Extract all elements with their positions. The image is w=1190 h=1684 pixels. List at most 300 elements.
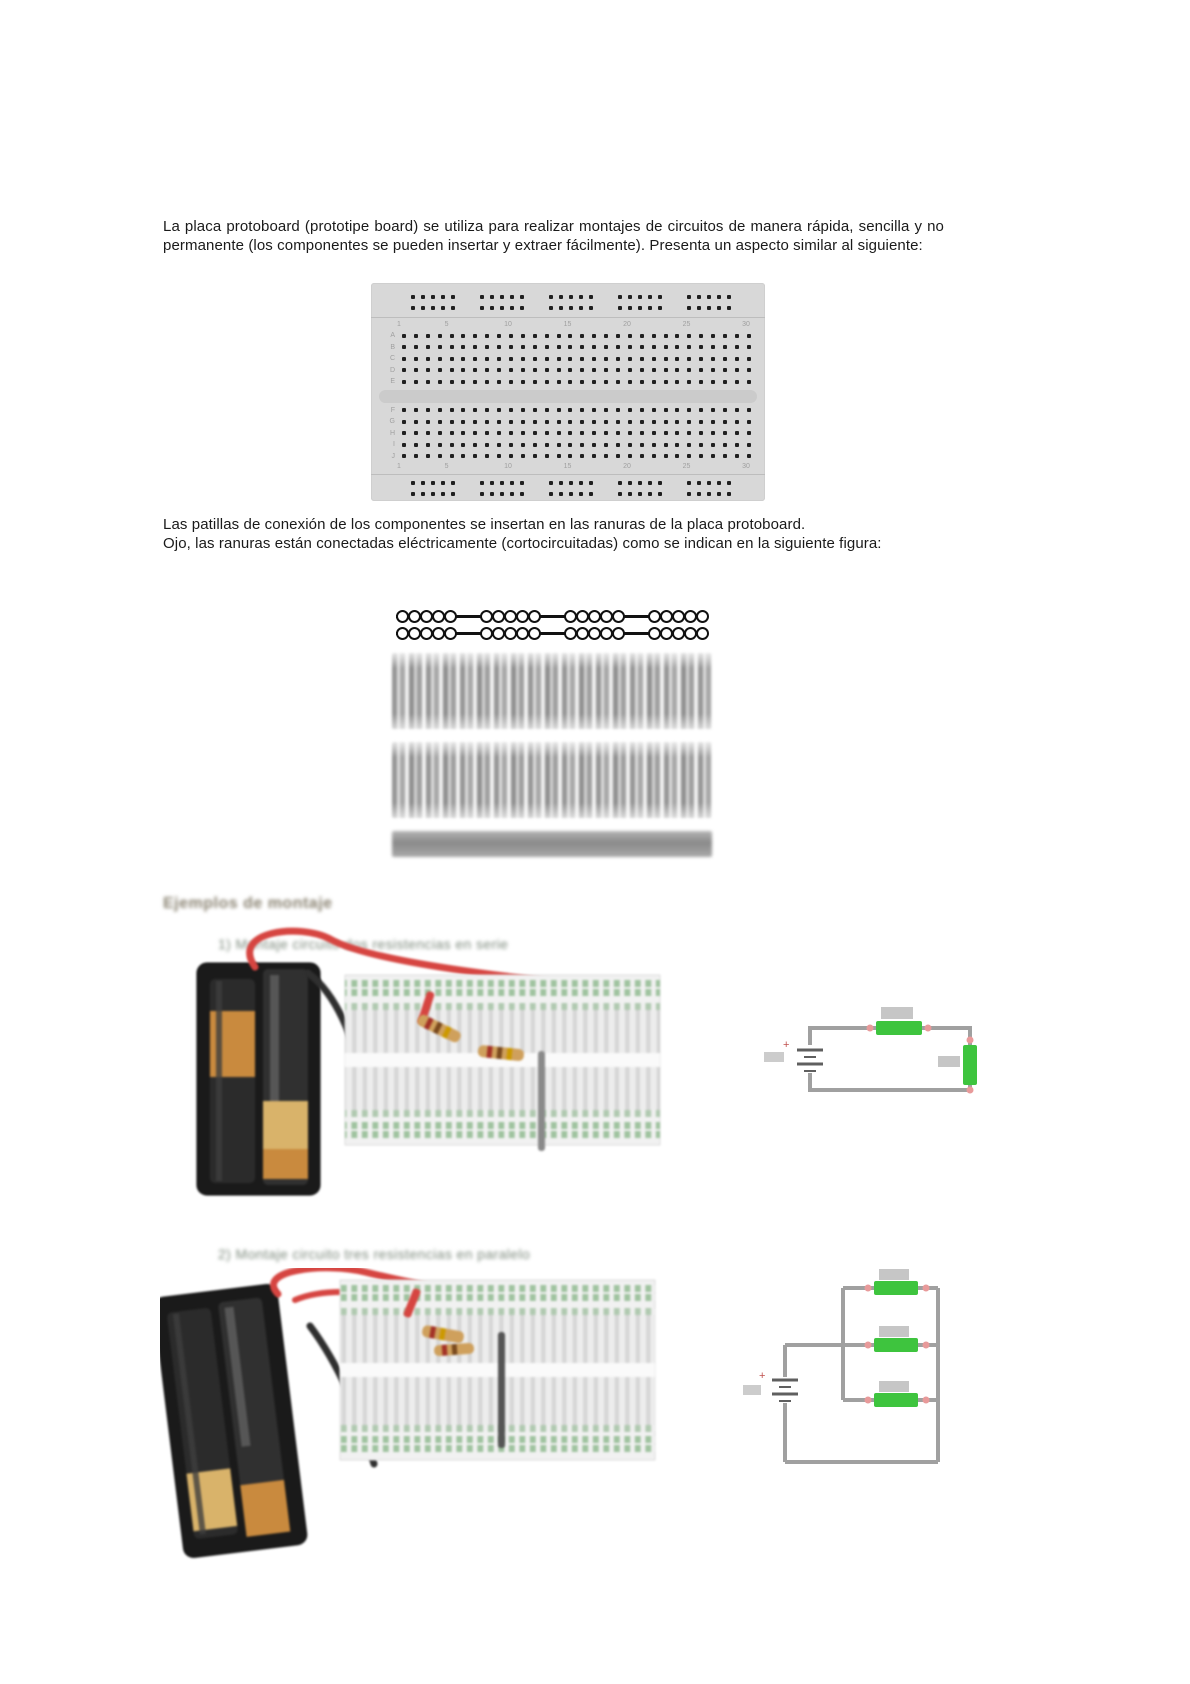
breadboard-hole <box>485 408 489 412</box>
breadboard-cell <box>612 345 624 349</box>
breadboard-cell <box>576 368 588 372</box>
breadboard-hole <box>421 481 425 485</box>
breadboard-cell <box>671 431 683 435</box>
breadboard-hole <box>604 357 608 361</box>
breadboard-hole <box>687 492 691 496</box>
breadboard-hole <box>438 334 442 338</box>
breadboard-hole <box>521 380 525 384</box>
breadboard-hole <box>480 492 484 496</box>
rail-connection-chains <box>392 609 712 641</box>
breadboard-hole <box>461 431 465 435</box>
breadboard-cell <box>743 368 755 372</box>
breadboard-cell <box>576 380 588 384</box>
breadboard-hole <box>485 368 489 372</box>
breadboard-cell <box>481 420 493 424</box>
breadboard-cell <box>481 334 493 338</box>
breadboard-row <box>371 451 765 463</box>
breadboard-hole <box>450 345 454 349</box>
breadboard-cell <box>707 420 719 424</box>
breadboard-cell <box>446 454 458 458</box>
breadboard-cell <box>398 357 410 361</box>
column-number: 15 <box>563 321 572 328</box>
connection-node <box>612 610 625 623</box>
breadboard-hole <box>640 408 644 412</box>
breadboard-hole <box>485 454 489 458</box>
breadboard-cell <box>719 380 731 384</box>
breadboard-hole <box>414 380 418 384</box>
breadboard-cell <box>410 408 422 412</box>
breadboard-cell <box>529 334 541 338</box>
breadboard-hole <box>485 334 489 338</box>
connection-node <box>612 627 625 640</box>
breadboard-cell <box>731 408 743 412</box>
breadboard-hole <box>426 380 430 384</box>
breadboard-hole <box>557 380 561 384</box>
connection-node <box>696 627 709 640</box>
breadboard-hole <box>533 345 537 349</box>
connection-node-group <box>648 610 708 623</box>
breadboard-hole <box>521 334 525 338</box>
breadboard-hole <box>441 492 445 496</box>
breadboard-hole <box>616 408 620 412</box>
breadboard-cell <box>493 334 505 338</box>
breadboard-hole <box>675 380 679 384</box>
breadboard-cell <box>719 454 731 458</box>
breadboard-hole <box>604 443 608 447</box>
breadboard-cell <box>553 431 565 435</box>
breadboard-hole <box>747 368 751 372</box>
breadboard-hole <box>450 420 454 424</box>
breadboard-cell <box>683 454 695 458</box>
breadboard-cell <box>422 380 434 384</box>
breadboard-hole <box>648 492 652 496</box>
breadboard-cell <box>541 368 553 372</box>
breadboard-hole <box>604 431 608 435</box>
power-rail-row <box>411 488 731 499</box>
breadboard-cell <box>434 357 446 361</box>
breadboard-row <box>371 376 765 388</box>
breadboard-hole <box>441 295 445 299</box>
breadboard-hole <box>411 481 415 485</box>
column-number: 1 <box>397 321 401 328</box>
breadboard-cell <box>493 443 505 447</box>
breadboard-figure <box>371 283 765 501</box>
breadboard-row <box>371 428 765 440</box>
breadboard-cell <box>422 345 434 349</box>
breadboard-cell <box>541 454 553 458</box>
breadboard-cell <box>434 443 446 447</box>
breadboard-hole <box>545 345 549 349</box>
breadboard-hole <box>723 420 727 424</box>
breadboard-cell <box>410 420 422 424</box>
breadboard-hole <box>580 431 584 435</box>
breadboard-cell <box>576 420 588 424</box>
breadboard-hole <box>568 334 572 338</box>
breadboard-hole <box>549 306 553 310</box>
breadboard-hole <box>509 408 513 412</box>
breadboard-cell <box>683 357 695 361</box>
breadboard-hole <box>747 345 751 349</box>
breadboard-hole <box>616 334 620 338</box>
breadboard-hole <box>699 357 703 361</box>
breadboard-cell <box>529 380 541 384</box>
breadboard-cell <box>671 420 683 424</box>
breadboard-hole <box>604 380 608 384</box>
breadboard-hole <box>402 454 406 458</box>
breadboard-cell <box>600 345 612 349</box>
breadboard-hole <box>628 454 632 458</box>
breadboard-hole <box>699 334 703 338</box>
breadboard-hole <box>723 345 727 349</box>
connection-node-group <box>480 610 540 623</box>
breadboard-hole <box>557 345 561 349</box>
breadboard-cell <box>648 420 660 424</box>
breadboard-cell <box>588 368 600 372</box>
breadboard-hole <box>490 306 494 310</box>
breadboard-cell <box>648 357 660 361</box>
breadboard-hole <box>473 334 477 338</box>
breadboard-cell <box>636 431 648 435</box>
breadboard-cell <box>457 454 469 458</box>
breadboard-hole <box>521 345 525 349</box>
power-rail-row <box>411 477 731 488</box>
breadboard-cell <box>398 454 410 458</box>
breadboard-hole <box>640 357 644 361</box>
breadboard-hole <box>568 443 572 447</box>
breadboard-hole <box>438 380 442 384</box>
breadboard-hole <box>490 481 494 485</box>
breadboard-hole <box>604 334 608 338</box>
breadboard-hole <box>545 368 549 372</box>
column-number: 5 <box>444 321 449 328</box>
breadboard-cell <box>422 443 434 447</box>
breadboard-hole <box>652 380 656 384</box>
breadboard-cell <box>517 454 529 458</box>
breadboard-hole <box>497 345 501 349</box>
breadboard-hole <box>687 380 691 384</box>
breadboard-cell <box>446 380 458 384</box>
breadboard-cell <box>719 420 731 424</box>
breadboard-cell <box>541 345 553 349</box>
breadboard-hole <box>473 443 477 447</box>
breadboard-cell <box>434 454 446 458</box>
connection-node-group <box>396 627 456 640</box>
breadboard-cell <box>469 345 481 349</box>
breadboard-hole <box>411 492 415 496</box>
breadboard-hole <box>592 357 596 361</box>
breadboard-cell <box>660 357 672 361</box>
breadboard-hole <box>568 380 572 384</box>
example-item-1: 1) Montaje circuito dos resistencias en serie <box>218 936 509 952</box>
breadboard-hole <box>473 368 477 372</box>
breadboard-hole <box>414 443 418 447</box>
breadboard-cell <box>624 334 636 338</box>
breadboard-cell <box>719 408 731 412</box>
breadboard-cell <box>457 357 469 361</box>
breadboard-hole <box>640 454 644 458</box>
breadboard-cell <box>660 454 672 458</box>
breadboard-hole <box>533 334 537 338</box>
breadboard-hole <box>438 431 442 435</box>
breadboard-cell <box>576 345 588 349</box>
breadboard-hole <box>510 306 514 310</box>
breadboard-hole <box>723 368 727 372</box>
breadboard-hole <box>461 345 465 349</box>
breadboard-hole <box>664 443 668 447</box>
breadboard-hole <box>675 334 679 338</box>
breadboard-cell <box>553 420 565 424</box>
breadboard-hole <box>697 492 701 496</box>
breadboard-hole <box>697 481 701 485</box>
breadboard-cell <box>707 431 719 435</box>
breadboard-hole <box>580 443 584 447</box>
breadboard-cell <box>660 420 672 424</box>
breadboard-hole <box>497 368 501 372</box>
breadboard-cell <box>446 420 458 424</box>
breadboard-cell <box>600 431 612 435</box>
breadboard-hole <box>533 368 537 372</box>
pins-line1: Las patillas de conexión de los componentes se insertan en las ranuras de la placa protoboard. <box>163 516 806 533</box>
column-number: 20 <box>623 463 631 470</box>
breadboard-hole <box>520 492 524 496</box>
breadboard-hole <box>589 306 593 310</box>
breadboard-hole <box>592 454 596 458</box>
breadboard-cell <box>422 454 434 458</box>
breadboard-hole <box>723 443 727 447</box>
breadboard-hole <box>717 306 721 310</box>
breadboard-cell <box>434 420 446 424</box>
breadboard-hole <box>735 380 739 384</box>
breadboard-hole <box>640 443 644 447</box>
svg-text:+: + <box>759 1370 766 1382</box>
breadboard-cell <box>624 431 636 435</box>
column-number: 25 <box>682 321 691 328</box>
breadboard-cell <box>493 431 505 435</box>
breadboard-cell <box>683 408 695 412</box>
breadboard-hole <box>473 420 477 424</box>
breadboard-hole <box>648 306 652 310</box>
breadboard-hole <box>431 492 435 496</box>
resistor-symbol <box>867 1007 932 1035</box>
column-number: 5 <box>444 463 449 470</box>
breadboard-hole <box>589 481 593 485</box>
breadboard-hole <box>658 492 662 496</box>
breadboard-cell <box>576 334 588 338</box>
rail-hole-group <box>549 306 593 310</box>
breadboard-hole <box>711 357 715 361</box>
breadboard-cell <box>648 345 660 349</box>
breadboard-hole <box>579 295 583 299</box>
breadboard-hole <box>500 481 504 485</box>
breadboard-cell <box>600 408 612 412</box>
breadboard-cell <box>660 443 672 447</box>
breadboard-hole <box>664 345 668 349</box>
rail-hole-group <box>480 481 524 485</box>
breadboard-hole <box>509 380 513 384</box>
breadboard-hole <box>402 420 406 424</box>
breadboard-cell <box>671 443 683 447</box>
breadboard-hole <box>509 357 513 361</box>
breadboard-cell <box>446 357 458 361</box>
breadboard-cell <box>422 368 434 372</box>
breadboard-cell <box>648 454 660 458</box>
breadboard-hole <box>545 334 549 338</box>
breadboard-cell <box>600 357 612 361</box>
breadboard-hole <box>557 431 561 435</box>
breadboard-hole <box>628 492 632 496</box>
breadboard-cell <box>731 431 743 435</box>
breadboard-cell <box>612 420 624 424</box>
breadboard-cell <box>743 380 755 384</box>
breadboard-hole <box>521 420 525 424</box>
breadboard-hole <box>521 431 525 435</box>
breadboard-hole <box>521 443 525 447</box>
breadboard-cell <box>398 443 410 447</box>
breadboard-hole <box>687 443 691 447</box>
breadboard-hole <box>638 306 642 310</box>
breadboard-hole <box>497 380 501 384</box>
breadboard-cell <box>517 368 529 372</box>
breadboard-cell <box>505 420 517 424</box>
breadboard-hole <box>557 334 561 338</box>
breadboard-cell <box>469 357 481 361</box>
breadboard-cell <box>707 357 719 361</box>
breadboard-cell <box>457 368 469 372</box>
breadboard-cell <box>683 420 695 424</box>
breadboard-cell <box>683 368 695 372</box>
breadboard-cell <box>422 420 434 424</box>
breadboard-hole <box>638 295 642 299</box>
breadboard-hole <box>545 420 549 424</box>
breadboard-cell <box>588 334 600 338</box>
breadboard-hole <box>431 481 435 485</box>
rail-hole-group <box>480 295 524 299</box>
breadboard-cell <box>671 408 683 412</box>
breadboard-cell <box>410 454 422 458</box>
breadboard-hole <box>711 334 715 338</box>
breadboard-cell <box>469 380 481 384</box>
breadboard-hole <box>521 368 525 372</box>
breadboard-hole <box>461 357 465 361</box>
connection-node-group <box>564 627 624 640</box>
breadboard-cell <box>636 380 648 384</box>
connection-node-group <box>396 610 456 623</box>
breadboard-hole <box>441 481 445 485</box>
battery-symbol <box>764 1039 823 1071</box>
breadboard-hole <box>568 368 572 372</box>
breadboard-cell <box>636 345 648 349</box>
breadboard-hole <box>628 481 632 485</box>
connection-rail-row <box>396 626 708 641</box>
breadboard-hole <box>664 420 668 424</box>
breadboard-hole <box>426 345 430 349</box>
breadboard-hole <box>461 380 465 384</box>
breadboard-cell <box>731 357 743 361</box>
breadboard-cell <box>636 443 648 447</box>
breadboard-hole <box>438 408 442 412</box>
breadboard-hole <box>747 443 751 447</box>
breadboard-cell <box>457 420 469 424</box>
breadboard-cell <box>576 443 588 447</box>
breadboard-cell <box>481 431 493 435</box>
breadboard-cell <box>481 454 493 458</box>
column-number: 30 <box>742 321 750 328</box>
breadboard-hole <box>711 454 715 458</box>
breadboard-cell <box>541 443 553 447</box>
breadboard-hole <box>569 481 573 485</box>
breadboard-cell <box>493 420 505 424</box>
breadboard-hole <box>402 380 406 384</box>
breadboard-hole <box>426 334 430 338</box>
breadboard-hole <box>618 295 622 299</box>
breadboard-hole <box>414 454 418 458</box>
breadboard-hole <box>510 295 514 299</box>
battery-pack <box>197 963 320 1195</box>
breadboard-cell <box>410 345 422 349</box>
breadboard-cell <box>648 334 660 338</box>
breadboard-cell <box>434 408 446 412</box>
breadboard-hole <box>707 306 711 310</box>
breadboard-hole <box>402 431 406 435</box>
breadboard-hole <box>497 454 501 458</box>
column-connections-block <box>392 742 712 818</box>
breadboard-cell <box>648 443 660 447</box>
breadboard-cell <box>505 368 517 372</box>
breadboard-hole <box>559 481 563 485</box>
breadboard-cell <box>422 334 434 338</box>
breadboard-hole <box>450 368 454 372</box>
breadboard-hole <box>652 408 656 412</box>
example-item-2: 2) Montaje circuito tres resistencias en paralelo <box>218 1246 531 1262</box>
breadboard-cell <box>624 380 636 384</box>
breadboard-row <box>371 330 765 342</box>
breadboard-hole <box>711 431 715 435</box>
breadboard-cell <box>564 420 576 424</box>
breadboard-hole <box>450 408 454 412</box>
breadboard-hole <box>545 454 549 458</box>
breadboard-hole <box>747 408 751 412</box>
column-connections-block <box>392 653 712 729</box>
breadboard-cell <box>743 420 755 424</box>
breadboard-hole <box>473 357 477 361</box>
breadboard-cell <box>707 408 719 412</box>
breadboard-hole <box>735 420 739 424</box>
breadboard-cell <box>612 454 624 458</box>
breadboard-hole <box>628 420 632 424</box>
breadboard-cell <box>731 334 743 338</box>
breadboard-cell <box>588 454 600 458</box>
breadboard-hole <box>652 345 656 349</box>
breadboard-cell <box>529 443 541 447</box>
breadboard-hole <box>568 345 572 349</box>
breadboard-hole <box>485 345 489 349</box>
breadboard-cell <box>541 420 553 424</box>
breadboard-hole <box>687 420 691 424</box>
breadboard-hole <box>402 443 406 447</box>
breadboard-cell <box>671 345 683 349</box>
breadboard-hole <box>592 368 596 372</box>
breadboard-hole <box>490 492 494 496</box>
breadboard-hole <box>510 481 514 485</box>
breadboard-hole <box>652 334 656 338</box>
breadboard-hole <box>438 345 442 349</box>
breadboard-hole <box>735 443 739 447</box>
breadboard-cell <box>707 368 719 372</box>
breadboard-cell <box>695 380 707 384</box>
breadboard-cell <box>541 357 553 361</box>
row-letter: A <box>390 332 395 340</box>
breadboard-hole <box>438 357 442 361</box>
